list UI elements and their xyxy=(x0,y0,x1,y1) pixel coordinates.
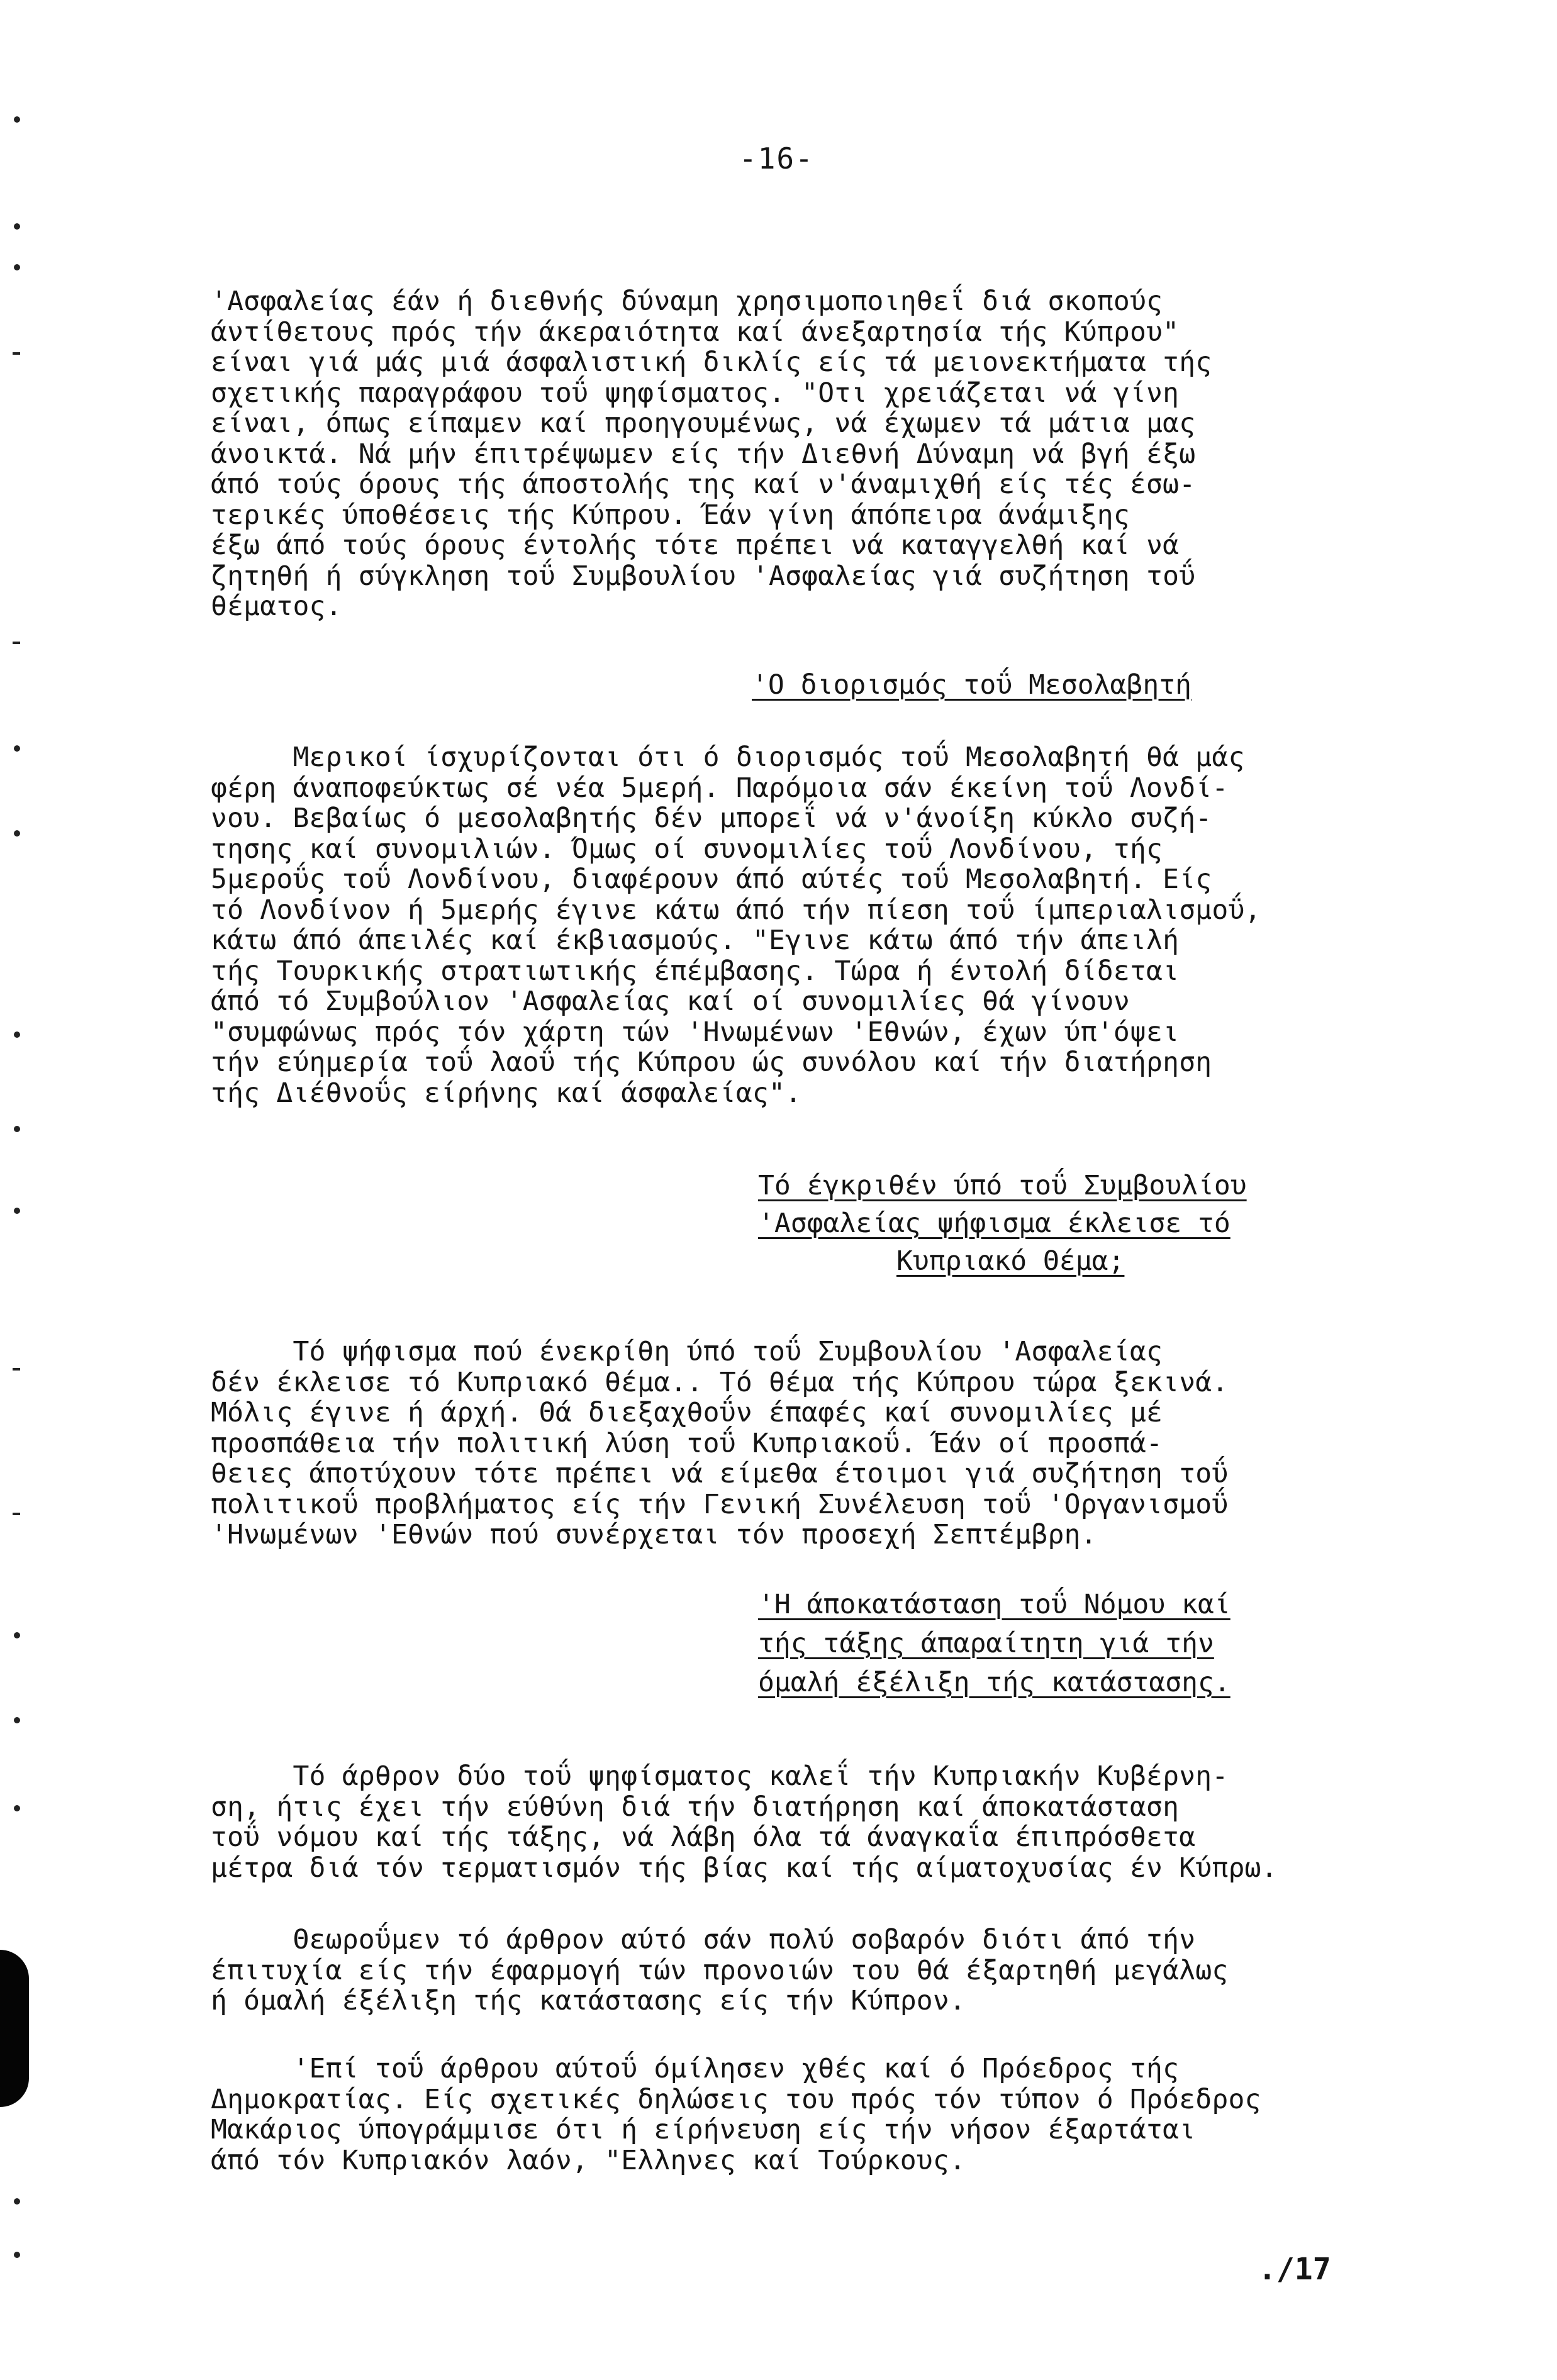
page-number: -16- xyxy=(739,142,814,175)
text-line: Μερικοί ίσχυρίζονται ότι ό διορισμός τοΰ Μεσολαβητή θά μάς xyxy=(211,742,1245,773)
paragraph-mediator xyxy=(211,742,1463,1108)
text-line: τοΰ νόμου καί τής τάξης, νά λάβη όλα τά άναγκαΐα έπιπρόσθετα xyxy=(211,1821,1196,1853)
text-line: τήν εύημερία τοΰ λαοΰ τής Κύπρου ώς συνόλου καί τήν διατήρηση xyxy=(211,1047,1212,1078)
paragraph-security-council xyxy=(211,286,1463,622)
text-line: άπό τούς όρους τής άποστολής της καί ν'άναμιχθή είς τές έσω- xyxy=(211,469,1196,500)
scan-mark xyxy=(14,116,20,123)
text-line: τερικές ύποθέσεις τής Κύπρου. Έάν γίνη άπόπειρα άνάμιξης xyxy=(211,499,1130,531)
heading-line: όμαλή έξέλιξη τής κατάστασης. xyxy=(758,1667,1231,1698)
scan-mark xyxy=(14,1805,20,1811)
heading-line: τής τάξης άπαραίτητη γιά τήν xyxy=(758,1628,1214,1659)
text-line: τής Τουρκικής στρατιωτικής έπέμβασης. Τώρα ή έντολή δίδεται xyxy=(211,955,1180,987)
text-line: Τό άρθρον δύο τοΰ ψηφίσματος καλεΐ τήν Κυπριακήν Κυβέρνη- xyxy=(211,1760,1229,1792)
text-line: Μόλις έγινε ή άρχή. Θά διεξαχθοΰν έπαφές καί συνομιλίες μέ xyxy=(211,1397,1163,1428)
text-line: θέματος. xyxy=(211,591,342,622)
text-line: άπό τό Συμβούλιον 'Ασφαλείας καί οί συνομιλίες θά γίνουν xyxy=(211,986,1130,1017)
heading-line: 'Ο διορισμός τοΰ Μεσολαβητή xyxy=(752,669,1191,701)
text-line: νου. Βεβαίως ό μεσολαβητής δέν μπορεΐ νά ν'άνοίξη κύκλο συζή- xyxy=(211,803,1212,834)
text-line: θειες άποτύχουν τότε πρέπει νά είμεθα έτοιμοι γιά συζήτηση τοΰ xyxy=(211,1458,1229,1489)
section-heading-resolution xyxy=(758,1167,1247,1280)
scan-mark xyxy=(13,1513,20,1515)
scan-mark xyxy=(14,745,20,752)
scan-mark xyxy=(14,1208,20,1214)
text-line: κάτω άπό άπειλές καί έκβιασμούς. "Εγινε κάτω άπό τήν άπειλή xyxy=(211,925,1180,956)
paragraph-article-importance xyxy=(211,1925,1463,2016)
text-line: ση, ήτις έχει τήν εύθύνη διά τήν διατήρηση καί άποκατάσταση xyxy=(211,1791,1180,1823)
text-line: Τό ψήφισμα πού ένεκρίθη ύπό τοΰ Συμβουλίου 'Ασφαλείας xyxy=(211,1336,1163,1367)
text-line: 5μεροΰς τοΰ Λονδίνου, διαφέρουν άπό αύτές τοΰ Μεσολαβητή. Είς xyxy=(211,864,1212,895)
text-line: φέρη άναποφεύκτως σέ νέα 5μερή. Παρόμοια σάν έκείνη τοΰ Λονδί- xyxy=(211,772,1229,804)
scan-mark xyxy=(13,1368,20,1371)
text-line: 'Ηνωμένων 'Εθνών πού συνέρχεται τόν προσεχή Σεπτέμβρη. xyxy=(211,1519,1097,1550)
heading-line: Τό έγκριθέν ύπό τοΰ Συμβουλίου xyxy=(758,1170,1247,1201)
scan-mark xyxy=(14,2252,20,2258)
text-line: Μακάριος ύπογράμμισε ότι ή είρήνευση είς τήν νήσον έξαρτάται xyxy=(211,2114,1196,2145)
text-line: Θεωροΰμεν τό άρθρον αύτό σάν πολύ σοβαρόν διότι άπό τήν xyxy=(211,1924,1196,1955)
text-line: δέν έκλεισε τό Κυπριακό θέμα.. Τό θέμα τής Κύπρου τώρα ξεκινά. xyxy=(211,1366,1229,1398)
text-line: τό Λονδίνον ή 5μερής έγινε κάτω άπό τήν πίεση τοΰ ίμπεριαλισμοΰ, xyxy=(211,894,1261,926)
paragraph-article-two xyxy=(211,1761,1463,1883)
scan-mark xyxy=(14,830,20,837)
text-line: ζητηθή ή σύγκληση τοΰ Συμβουλίου 'Ασφαλείας γιά συζήτηση τοΰ xyxy=(211,560,1196,592)
text-line: "συμφώνως πρός τόν χάρτη τών 'Ηνωμένων 'Εθνών, έχων ύπ'όψει xyxy=(211,1016,1180,1048)
scan-mark xyxy=(14,1126,20,1132)
text-line: ή όμαλή έξέλιξη τής κατάστασης είς τήν Κύπρον. xyxy=(211,1985,966,2016)
text-line: είναι, όπως είπαμεν καί προηγουμένως, νά έχωμεν τά μάτια μας xyxy=(211,408,1196,439)
text-line: τής Διέθνοΰς είρήνης καί άσφαλείας". xyxy=(211,1077,802,1109)
scan-mark xyxy=(14,223,20,230)
text-line: 'Ασφαλείας έάν ή διεθνής δύναμη χρησιμοποιηθεΐ διά σκοπούς xyxy=(211,286,1163,317)
scan-mark xyxy=(14,1717,20,1723)
heading-line: Κυπριακό Θέμα; xyxy=(896,1245,1125,1277)
scan-mark xyxy=(13,642,20,644)
heading-line: 'Ασφαλείας ψήφισμα έκλεισε τό xyxy=(758,1208,1231,1239)
scan-mark xyxy=(14,1632,20,1638)
scan-mark xyxy=(14,1032,20,1038)
text-line: είναι γιά μάς μιά άσφαλιστική δικλίς είς τά μειονεκτήματα τής xyxy=(211,347,1212,378)
scan-edge-shadow xyxy=(0,1950,29,2107)
text-line: 'Επί τοΰ άρθρου αύτοΰ όμίλησεν χθές καί ό Πρόεδρος τής xyxy=(211,2053,1180,2084)
text-line: έπιτυχία είς τήν έφαρμογή τών προνοιών του θά έξαρτηθή μεγάλως xyxy=(211,1954,1229,1986)
section-heading-mediator xyxy=(752,667,1191,703)
heading-line: 'Η άποκατάσταση τοΰ Νόμου καί xyxy=(758,1589,1231,1620)
text-line: τησης καί συνομιλιών. Όμως οί συνομιλίες τοΰ Λονδίνου, τής xyxy=(211,833,1163,865)
continuation-reference: ./17 xyxy=(1258,2252,1331,2287)
text-line: έξω άπό τούς όρους έντολής τότε πρέπει νά καταγγελθή καί νά xyxy=(211,530,1180,561)
text-line: Δημοκρατίας. Είς σχετικές δηλώσεις του πρός τόν τύπον ό Πρόεδρος xyxy=(211,2083,1261,2115)
text-line: μέτρα διά τόν τερματισμόν τής βίας καί τής αίματοχυσίας έν Κύπρω. xyxy=(211,1852,1278,1884)
paragraph-resolution xyxy=(211,1337,1463,1550)
text-line: προσπάθεια τήν πολιτική λύση τοΰ Κυπριακοΰ. Έάν οί προσπά- xyxy=(211,1427,1163,1459)
scan-mark xyxy=(13,352,20,355)
text-line: πολιτικοΰ προβλήματος είς τήν Γενική Συνέλευση τοΰ 'Οργανισμοΰ xyxy=(211,1488,1229,1520)
scan-mark xyxy=(14,264,20,270)
section-heading-law-order xyxy=(758,1585,1231,1702)
text-line: άνοικτά. Νά μήν έπιτρέψωμεν είς τήν Διεθνή Δύναμη νά βγή έξω xyxy=(211,438,1196,470)
text-line: σχετικής παραγράφου τοΰ ψηφίσματος. "Οτι χρειάζεται νά γίνη xyxy=(211,377,1180,409)
paragraph-president-statement xyxy=(211,2054,1463,2176)
text-line: άπό τόν Κυπριακόν λαόν, "Ελληνες καί Τούρκους. xyxy=(211,2144,966,2176)
scan-mark xyxy=(14,2198,20,2205)
text-line: άντίθετους πρός τήν άκεραιότητα καί άνεξαρτησία τής Κύπρου" xyxy=(211,316,1180,348)
